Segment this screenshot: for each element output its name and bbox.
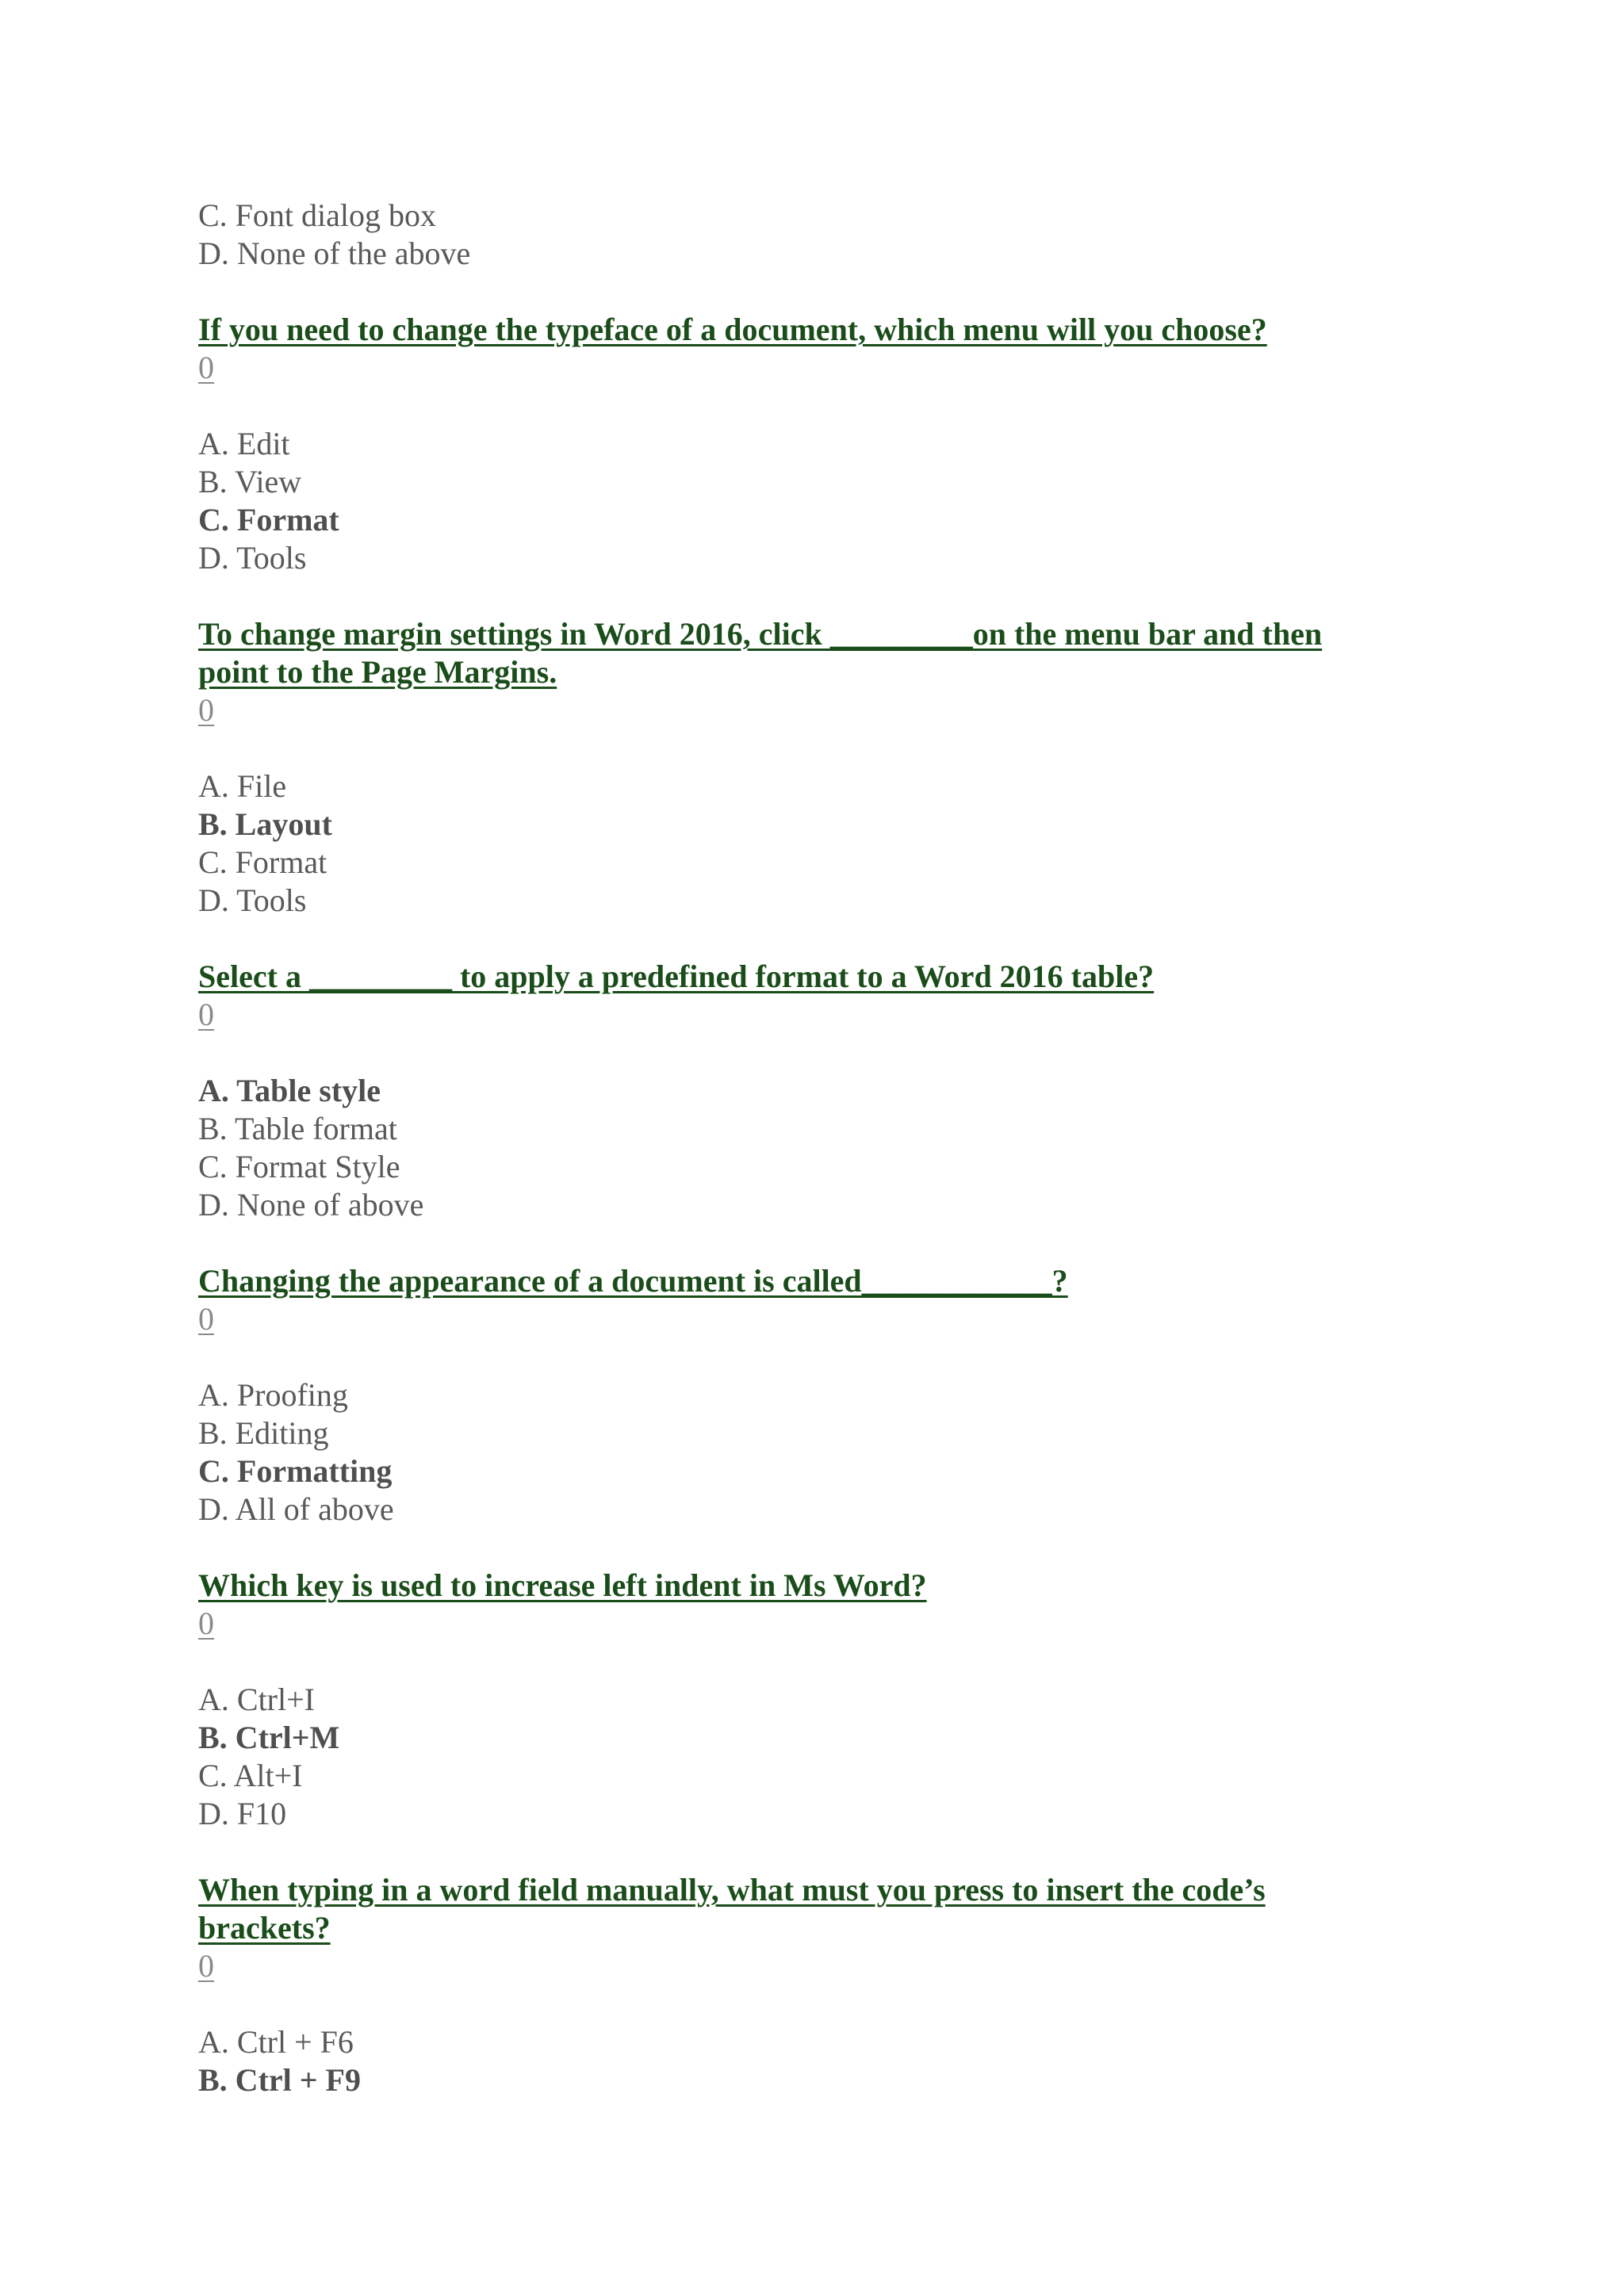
answer-count-link[interactable]: 0 [198,692,214,728]
option: A. Ctrl+I [198,1682,315,1717]
question-link[interactable]: If you need to change the typeface of a document, which menu will you choose? [198,312,1267,347]
answer-count-link[interactable]: 0 [198,1605,214,1641]
document-page [198,197,1435,2099]
option: A. Ctrl + F6 [198,2024,354,2060]
answer-count-link[interactable]: 0 [198,1948,214,1984]
option: C. Format [198,844,327,880]
option: D. Tools [198,882,307,918]
question-link[interactable] [198,1871,1435,1947]
option: A. Proofing [198,1377,348,1413]
option: D. F10 [198,1796,287,1831]
option: C. Font dialog box [198,197,437,233]
correct-option: B. Layout [198,806,332,842]
question-link[interactable]: Select a _________ to apply a predefined format to a Word 2016 table? [198,959,1155,994]
question-line: To change margin settings in Word 2016, click _________on the menu bar and then [198,616,1323,652]
option: B. Editing [198,1415,329,1451]
option: B. Table format [198,1111,397,1146]
answer-count-link[interactable]: 0 [198,350,214,385]
question-line: brackets? [198,1910,331,1946]
correct-option: A. Table style [198,1073,381,1108]
option: B. View [198,464,302,499]
option: D. All of above [198,1491,394,1527]
option: D. None of the above [198,235,471,271]
correct-option: B. Ctrl + F9 [198,2062,361,2098]
question-link[interactable]: Changing the appearance of a document is called____________? [198,1263,1068,1299]
correct-option: C. Format [198,502,339,538]
question-line: When typing in a word field manually, what must you press to insert the code’s [198,1872,1266,1908]
answer-count-link[interactable]: 0 [198,997,214,1032]
option: C. Alt+I [198,1758,303,1793]
option: D. Tools [198,540,307,576]
option: A. File [198,768,287,804]
correct-option: C. Formatting [198,1453,393,1489]
option: C. Format Style [198,1149,400,1184]
question-link[interactable]: Which key is used to increase left indent in Ms Word? [198,1567,927,1603]
question-link[interactable] [198,615,1435,691]
question-line: point to the Page Margins. [198,654,557,690]
answer-count-link[interactable]: 0 [198,1301,214,1337]
option: A. Edit [198,426,290,461]
correct-option: B. Ctrl+M [198,1720,340,1755]
option: D. None of above [198,1187,424,1223]
